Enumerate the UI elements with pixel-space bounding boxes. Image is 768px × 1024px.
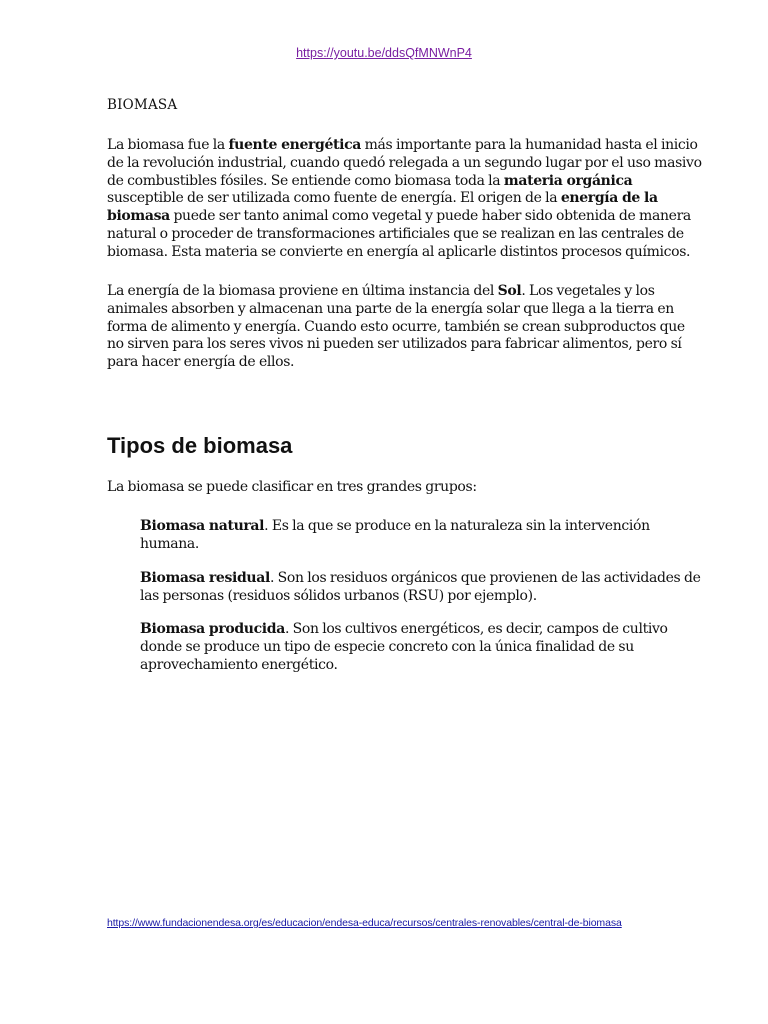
paragraph-intro — [107, 137, 705, 262]
item-title: Biomasa residual — [140, 570, 270, 586]
item-text: . Son los cultivos energéticos, es decir, campos de cultivo donde se produce un tipo de especie concreto con la única finalidad de su aprovechamiento energético. — [140, 621, 668, 673]
p1-text-1: La biomasa fue la — [107, 137, 229, 153]
p2-text-1: La energía de la biomasa proviene en última instancia del — [107, 283, 498, 299]
p1-text-4: puede ser tanto animal como vegetal y puede haber sido obtenida de manera natural o proceder de transformaciones artificiales que se realizan en las centrales de biomasa. Esta materia se convierte en energía al aplicarle distintos procesos químicos. — [107, 208, 691, 260]
p2-text-2: . Los vegetales y los animales absorben y almacenan una parte de la energía solar que llega a la tierra en forma de alimento y energía. Cuando esto ocurre, también se crean subproductos que no sirven para los seres vivos ni pueden ser utilizados para fabricar alimentos, pero sí para hacer energía de ellos. — [107, 283, 685, 371]
p2-bold-1: Sol — [497, 283, 522, 299]
paragraph-classification: La biomasa se puede clasificar en tres grandes grupos: — [107, 479, 477, 495]
p1-bold-2: materia orgánica — [503, 172, 633, 189]
youtube-link[interactable]: https://youtu.be/ddsQfMNWnP4 — [296, 46, 472, 60]
item-title: Biomasa natural — [140, 518, 265, 534]
item-text: . Es la que se produce en la naturaleza sin la intervención humana. — [140, 518, 650, 552]
document-heading: BIOMASA — [107, 97, 178, 113]
item-title: Biomasa producida — [140, 621, 285, 637]
p1-bold-1: fuente energética — [228, 137, 362, 153]
p1-text-2: más importante para la humanidad hasta el inicio de la revolución industrial, cuando quedó relegada a un segundo lugar por el uso masivo de combustibles fósiles. Se entiende como biomasa toda la — [107, 137, 702, 189]
section-title: Tipos de biomasa — [107, 433, 293, 458]
item-text: . Son los residuos orgánicos que provienen de las actividades de las personas (residuos sólidos urbanos (RSU) por ejemplo). — [140, 570, 701, 604]
source-link[interactable]: https://www.fundacionendesa.org/es/educacion/endesa-educa/recursos/centrales-renovables/central-de-biomasa — [107, 917, 622, 929]
paragraph-sun — [107, 283, 705, 372]
list-item — [140, 518, 702, 554]
p1-bold-3: energía de la biomasa — [107, 190, 658, 225]
list-item — [140, 570, 702, 606]
p1-text-3: susceptible de ser utilizada como fuente de energía. El origen de la — [107, 190, 561, 207]
list-item — [140, 621, 702, 674]
